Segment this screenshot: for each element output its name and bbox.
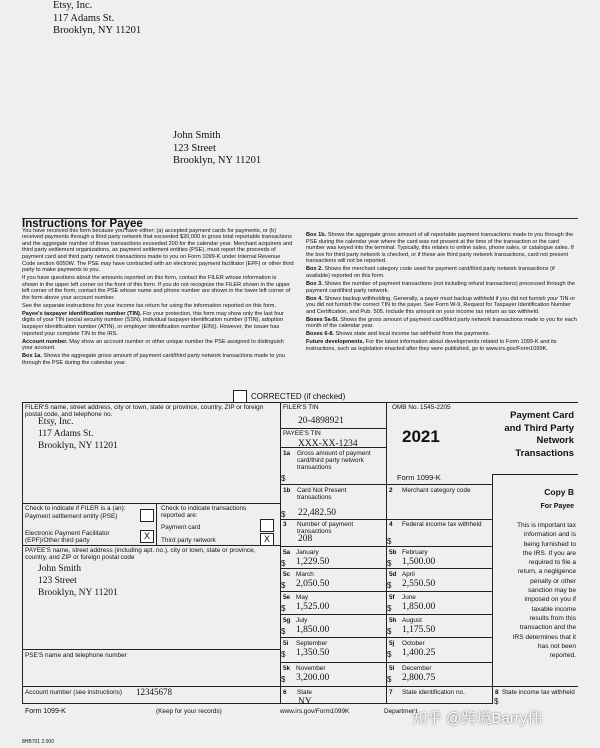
instructions-title: Instructions for Payee (22, 218, 143, 230)
box-4-dollar: $ (387, 537, 392, 546)
month-box-label: July (296, 617, 308, 624)
box-1a-number: 1a (283, 450, 291, 457)
month-box-dollar: $ (387, 675, 392, 684)
recipient-address-block (173, 130, 261, 168)
box-8-number: 8 (495, 689, 499, 696)
month-box-value[interactable]: 1,175.50 (402, 625, 436, 635)
paragraph-heading: Future developments. (306, 339, 365, 346)
notice-line: the IRS. If you are (522, 549, 576, 557)
paragraph-heading: Account number. (22, 338, 68, 345)
month-box-label: June (402, 594, 416, 601)
box-8-dollar: $ (494, 697, 499, 706)
paragraph-heading: Box 1b. (306, 232, 327, 238)
filer-tin: 20-4898921 (298, 416, 344, 426)
paragraph-text: Shows the aggregate gross amount of payment card/third party network transactions made to you through the PSE during the calendar year. (22, 353, 286, 366)
month-box-value[interactable]: 2,800.75 (402, 673, 436, 683)
month-box-dollar: $ (387, 604, 392, 613)
month-box-number: 5f (389, 594, 395, 601)
box-3-value[interactable]: 208 (298, 534, 313, 544)
instructions-section (22, 218, 578, 368)
footer-department: Department (384, 708, 418, 715)
month-box-number: 5k (283, 665, 291, 672)
paragraph-text: Shows backup withholding. Generally, a payer must backup withhold if you did not furnish your TIN or you did not furnish the correct TIN to the payer. See Form W-9, Request for Taxpayer Identification Number and Certification, and Pub. 505. Include this amount on your income tax return as tax withheld. (306, 295, 576, 315)
box-8-label: State income tax withheld (502, 689, 575, 696)
month-box-value[interactable]: 2,050.50 (296, 579, 330, 589)
month-box-value[interactable]: 1,525.00 (296, 602, 330, 612)
notice-line: penalty or other (530, 577, 576, 585)
month-box-number: 5b (389, 549, 397, 556)
form-name: Form 1099-K (397, 473, 441, 482)
month-box-value[interactable]: 1,400.25 (402, 648, 436, 658)
notice-line: information and is (523, 531, 576, 539)
footer-url: www.irs.gov/Form1099K (280, 708, 350, 715)
for-payee: For Payee (540, 503, 574, 510)
account-label: Account number (see instructions) (25, 689, 122, 696)
month-box-dollar: $ (387, 650, 392, 659)
payee-label: PAYEE'S name, street address (including apt. no.), city or town, state or province, country, and ZIP or foreign postal code (25, 547, 256, 561)
notice-line: required to file a (528, 559, 576, 567)
month-box-number: 5d (389, 571, 397, 578)
paragraph-text: Shows the number of payment transactions (not including refund transactions) processed through the payment card/third party network. (306, 280, 575, 294)
right-paragraph (306, 281, 578, 294)
paragraph-text: Shows the gross amount of payment card/third party network transactions made to you for each month of the calendar year. (306, 316, 577, 330)
month-box-value[interactable]: 1,850.00 (296, 625, 330, 635)
month-box-label: August (402, 617, 422, 624)
month-box-value[interactable]: 1,500.00 (402, 557, 436, 567)
payer-name: Etsy, Inc. (53, 0, 93, 11)
box-1a-label: Gross amount of payment card/third party network transactions (297, 450, 371, 471)
copy-b: Copy B (544, 487, 574, 497)
payee-city: Brooklyn, NY 11201 (38, 588, 118, 598)
month-box-label: April (402, 571, 415, 578)
payer-city: Brooklyn, NY 11201 (53, 25, 142, 36)
payee-street: 123 Street (38, 576, 77, 586)
form-title (494, 410, 574, 460)
footer-form-name: Form 1099-K (25, 708, 66, 715)
month-box-number: 5j (389, 640, 395, 647)
paragraph-text: You have received this form because you have either: (a) accepted payment cards for payments, or (b) received payments through a third party network that exceeded $20,000 in gross total reportable transactions and the aggregate number of those transactions exceeded 200 for the calendar year. Merchant acquirers and third party settlement organizations, as payment settlement entities (PSE), must report the proceeds of payment card and third party network transactions made to you on Form 1099-K under Internal Revenue Code section 6050W. The PSE may have contracted with an electronic payment facilitator (EPF) or other third party to make payments to you. (22, 227, 294, 274)
month-box-label: December (402, 665, 432, 672)
month-box-label: February (402, 549, 428, 556)
notice-line: IRS determines that it (512, 633, 576, 641)
right-paragraph (306, 317, 578, 330)
month-box-dollar: $ (281, 559, 286, 568)
month-box-dollar: $ (281, 627, 286, 636)
paragraph-heading: Box 1a. (22, 353, 42, 360)
footer-keep: (Keep for your records) (156, 708, 222, 715)
recipient-city: Brooklyn, NY 11201 (173, 155, 262, 166)
box-1b-label: Card Not Present transactions (297, 487, 347, 501)
epf-checkbox[interactable]: X (140, 530, 154, 543)
paragraph-heading: Box 3. (306, 280, 323, 287)
payer-street: 117 Adams St. (53, 12, 115, 24)
payee-tin: XXX-XX-1234 (298, 439, 358, 449)
box-1a-dollar: $ (281, 474, 286, 483)
month-box-value[interactable]: 2,550.50 (402, 579, 436, 589)
filer-city: Brooklyn, NY 11201 (38, 441, 118, 451)
recipient-name: John Smith (173, 130, 221, 141)
third-party-label: Third party network (161, 537, 216, 544)
paragraph-text: For your protection, this form may show only the last four digits of your TIN (social security number (SSN), individual taxpayer identification number (ITIN), adoption taxpayer identification number (ATIN), or employer identification number (EIN)). However, the issuer has reported your complete TIN to the IRS. (22, 310, 284, 337)
form-title-line: Network (536, 435, 574, 446)
month-box-label: November (296, 665, 326, 672)
epf-label: Electronic Payment Facilitator (EPF)/Other third party (25, 530, 110, 544)
month-box-value[interactable]: 3,200.00 (296, 673, 330, 683)
instructions-right-column (306, 219, 578, 368)
filer-type-label: Check to indicate if FILER is a (an): (25, 505, 126, 512)
month-box-dollar: $ (387, 627, 392, 636)
right-paragraph (306, 331, 578, 338)
pse-checkbox[interactable] (140, 509, 154, 522)
form-title-line: and Third Party (504, 422, 574, 434)
month-box-dollar: $ (281, 581, 286, 590)
month-box-dollar: $ (281, 675, 286, 684)
month-box-number: 5i (283, 640, 289, 647)
payer-address-block (53, 0, 141, 38)
paragraph-text: Shows state and local income tax withheld from the payments. (333, 331, 491, 338)
form-1099k (22, 392, 578, 714)
month-box-number: 5a (283, 549, 291, 556)
paragraph-heading: Box 4. (306, 295, 323, 302)
month-box-label: May (296, 594, 309, 601)
left-paragraph (22, 303, 294, 310)
account-number[interactable]: 12345678 (136, 687, 172, 697)
omb-number: OMB No. 1545-2205 (392, 404, 451, 411)
pse-label: Payment settlement entity (PSE) (25, 513, 118, 520)
box-2-label: Merchant category code (402, 487, 471, 494)
payee-name: John Smith (38, 564, 82, 574)
month-box-dollar: $ (281, 604, 286, 613)
month-box-dollar: $ (281, 650, 286, 659)
notice-line: sanction may be (527, 587, 576, 595)
notice-line: transaction and the (519, 624, 576, 632)
month-box-number: 5e (283, 594, 291, 601)
box-7-number: 7 (389, 689, 393, 696)
month-box-value[interactable]: 1,229.50 (296, 557, 330, 567)
left-paragraph (22, 339, 294, 352)
box-1b-value[interactable]: 22,482.50 (298, 508, 336, 518)
paragraph-heading: Boxes 6-8. (306, 331, 334, 338)
month-box-number: 5c (283, 571, 291, 578)
box-2-number: 2 (389, 487, 393, 494)
corrected-label: CORRECTED (if checked) (251, 392, 346, 401)
notice-line: This is important tax (517, 522, 576, 529)
paragraph-text: Shows the merchant category code used for payment card/third party network transactions (if available) reported on this form. (306, 266, 555, 279)
month-box-label: January (296, 549, 319, 556)
filer-tin-label: FILER'S TIN (283, 404, 319, 411)
box-7-label: State identification no. (402, 689, 465, 696)
left-paragraph (22, 228, 294, 274)
month-box-dollar: $ (387, 581, 392, 590)
payee-tin-label: PAYEE'S TIN (283, 430, 321, 437)
month-box-value[interactable]: 1,850.00 (402, 602, 436, 612)
instructions-left-column (22, 219, 294, 368)
paragraph-heading: Box 2. (306, 266, 323, 273)
filer-street: 117 Adams St. (38, 429, 94, 439)
left-paragraph (22, 275, 294, 301)
month-box-number: 5g (283, 617, 291, 624)
notice-line: return, a negligence (517, 568, 576, 576)
notice-line: imposed on you if (524, 596, 576, 604)
box-1b-dollar: $ (281, 510, 286, 519)
month-box-dollar: $ (387, 559, 392, 568)
right-paragraph (306, 339, 578, 352)
month-box-number: 5h (389, 617, 397, 624)
recipient-street: 123 Street (173, 142, 216, 154)
catalog-number: 8HB701 2.000 (22, 739, 54, 745)
pse-phone-label: PSE'S name and telephone number (25, 652, 127, 659)
box-6-value[interactable]: NY (298, 697, 312, 707)
notice-line: reported. (549, 652, 576, 660)
form-title-line: Payment Card (510, 410, 574, 421)
filer-label: FILER'S name, street address, city or town, state or province, country, ZIP or foreign postal code, and telephone no. (25, 404, 264, 418)
right-paragraph (306, 232, 578, 265)
box-3-number: 3 (283, 521, 287, 528)
notice-line: taxable income (531, 605, 576, 613)
filer-name: Etsy, Inc. (38, 417, 74, 427)
paragraph-text: May show an account number or other unique number the PSE assigned to distinguish your account. (22, 338, 284, 352)
box-4-number: 4 (389, 521, 393, 528)
notice-line: being furnished to (523, 540, 576, 548)
paragraph-text: Shows the aggregate gross amount of all reportable payment transactions made to you through the PSE during the calendar year where the card was not present at the time of the transaction or the card number was keyed into the terminal. Typically, this relates to online sales, phone sales, or catalogue sales. If the box for third party network is checked, or if these are third party network transactions, card not present transactions will not be reported. (306, 232, 574, 265)
month-box-label: March (296, 571, 314, 578)
watermark: 知乎 @跨境Barry伟 (412, 710, 543, 727)
box-4-label: Federal income tax withheld (402, 521, 482, 528)
box-6-number: 6 (283, 689, 287, 696)
notice-line: has not been (537, 642, 576, 650)
right-paragraph (306, 296, 578, 316)
month-box-value[interactable]: 1,350.50 (296, 648, 330, 658)
month-box-number: 5l (389, 665, 395, 672)
box-3-label: Number of payment transactions (297, 521, 354, 535)
paragraph-heading: Boxes 5a-5l. (306, 316, 339, 323)
form-title-line: Transactions (515, 447, 574, 459)
notice-line: results from this (529, 614, 576, 622)
right-paragraph (306, 266, 578, 279)
box-6-label: State (297, 689, 312, 696)
notice-text (494, 521, 576, 660)
payment-card-label: Payment card (161, 524, 201, 531)
third-party-checkbox[interactable]: X (260, 533, 274, 546)
box-1b-number: 1b (283, 487, 291, 494)
transaction-type-label: Check to indicate transactions reported are: (161, 505, 247, 519)
paragraph-text: If you have questions about the amounts reported on this form, contact the FILER whose information is shown in the upper left corner on the front of this form. If you do not recognize the FILER shown in the upper left corner of the form, contact the PSE whose name and phone number are shown in the lower left corner of the form above your account number. (22, 275, 291, 301)
paragraph-text: For the latest information about developments related to Form 1099-K and its instructions, such as legislation enacted after they were published, go to www.irs.gov/Form1099K. (306, 339, 557, 352)
paragraph-heading: Payee's taxpayer identification number (TIN). (22, 310, 142, 317)
paragraph-text: See the separate instructions for your income tax return for using the information reported on this form. (22, 302, 277, 309)
left-paragraph (22, 353, 294, 366)
month-box-label: September (296, 640, 328, 647)
tax-year: 2021 (402, 427, 440, 446)
left-paragraph (22, 311, 294, 337)
month-box-label: October (402, 640, 425, 647)
payment-card-checkbox[interactable] (260, 519, 274, 532)
